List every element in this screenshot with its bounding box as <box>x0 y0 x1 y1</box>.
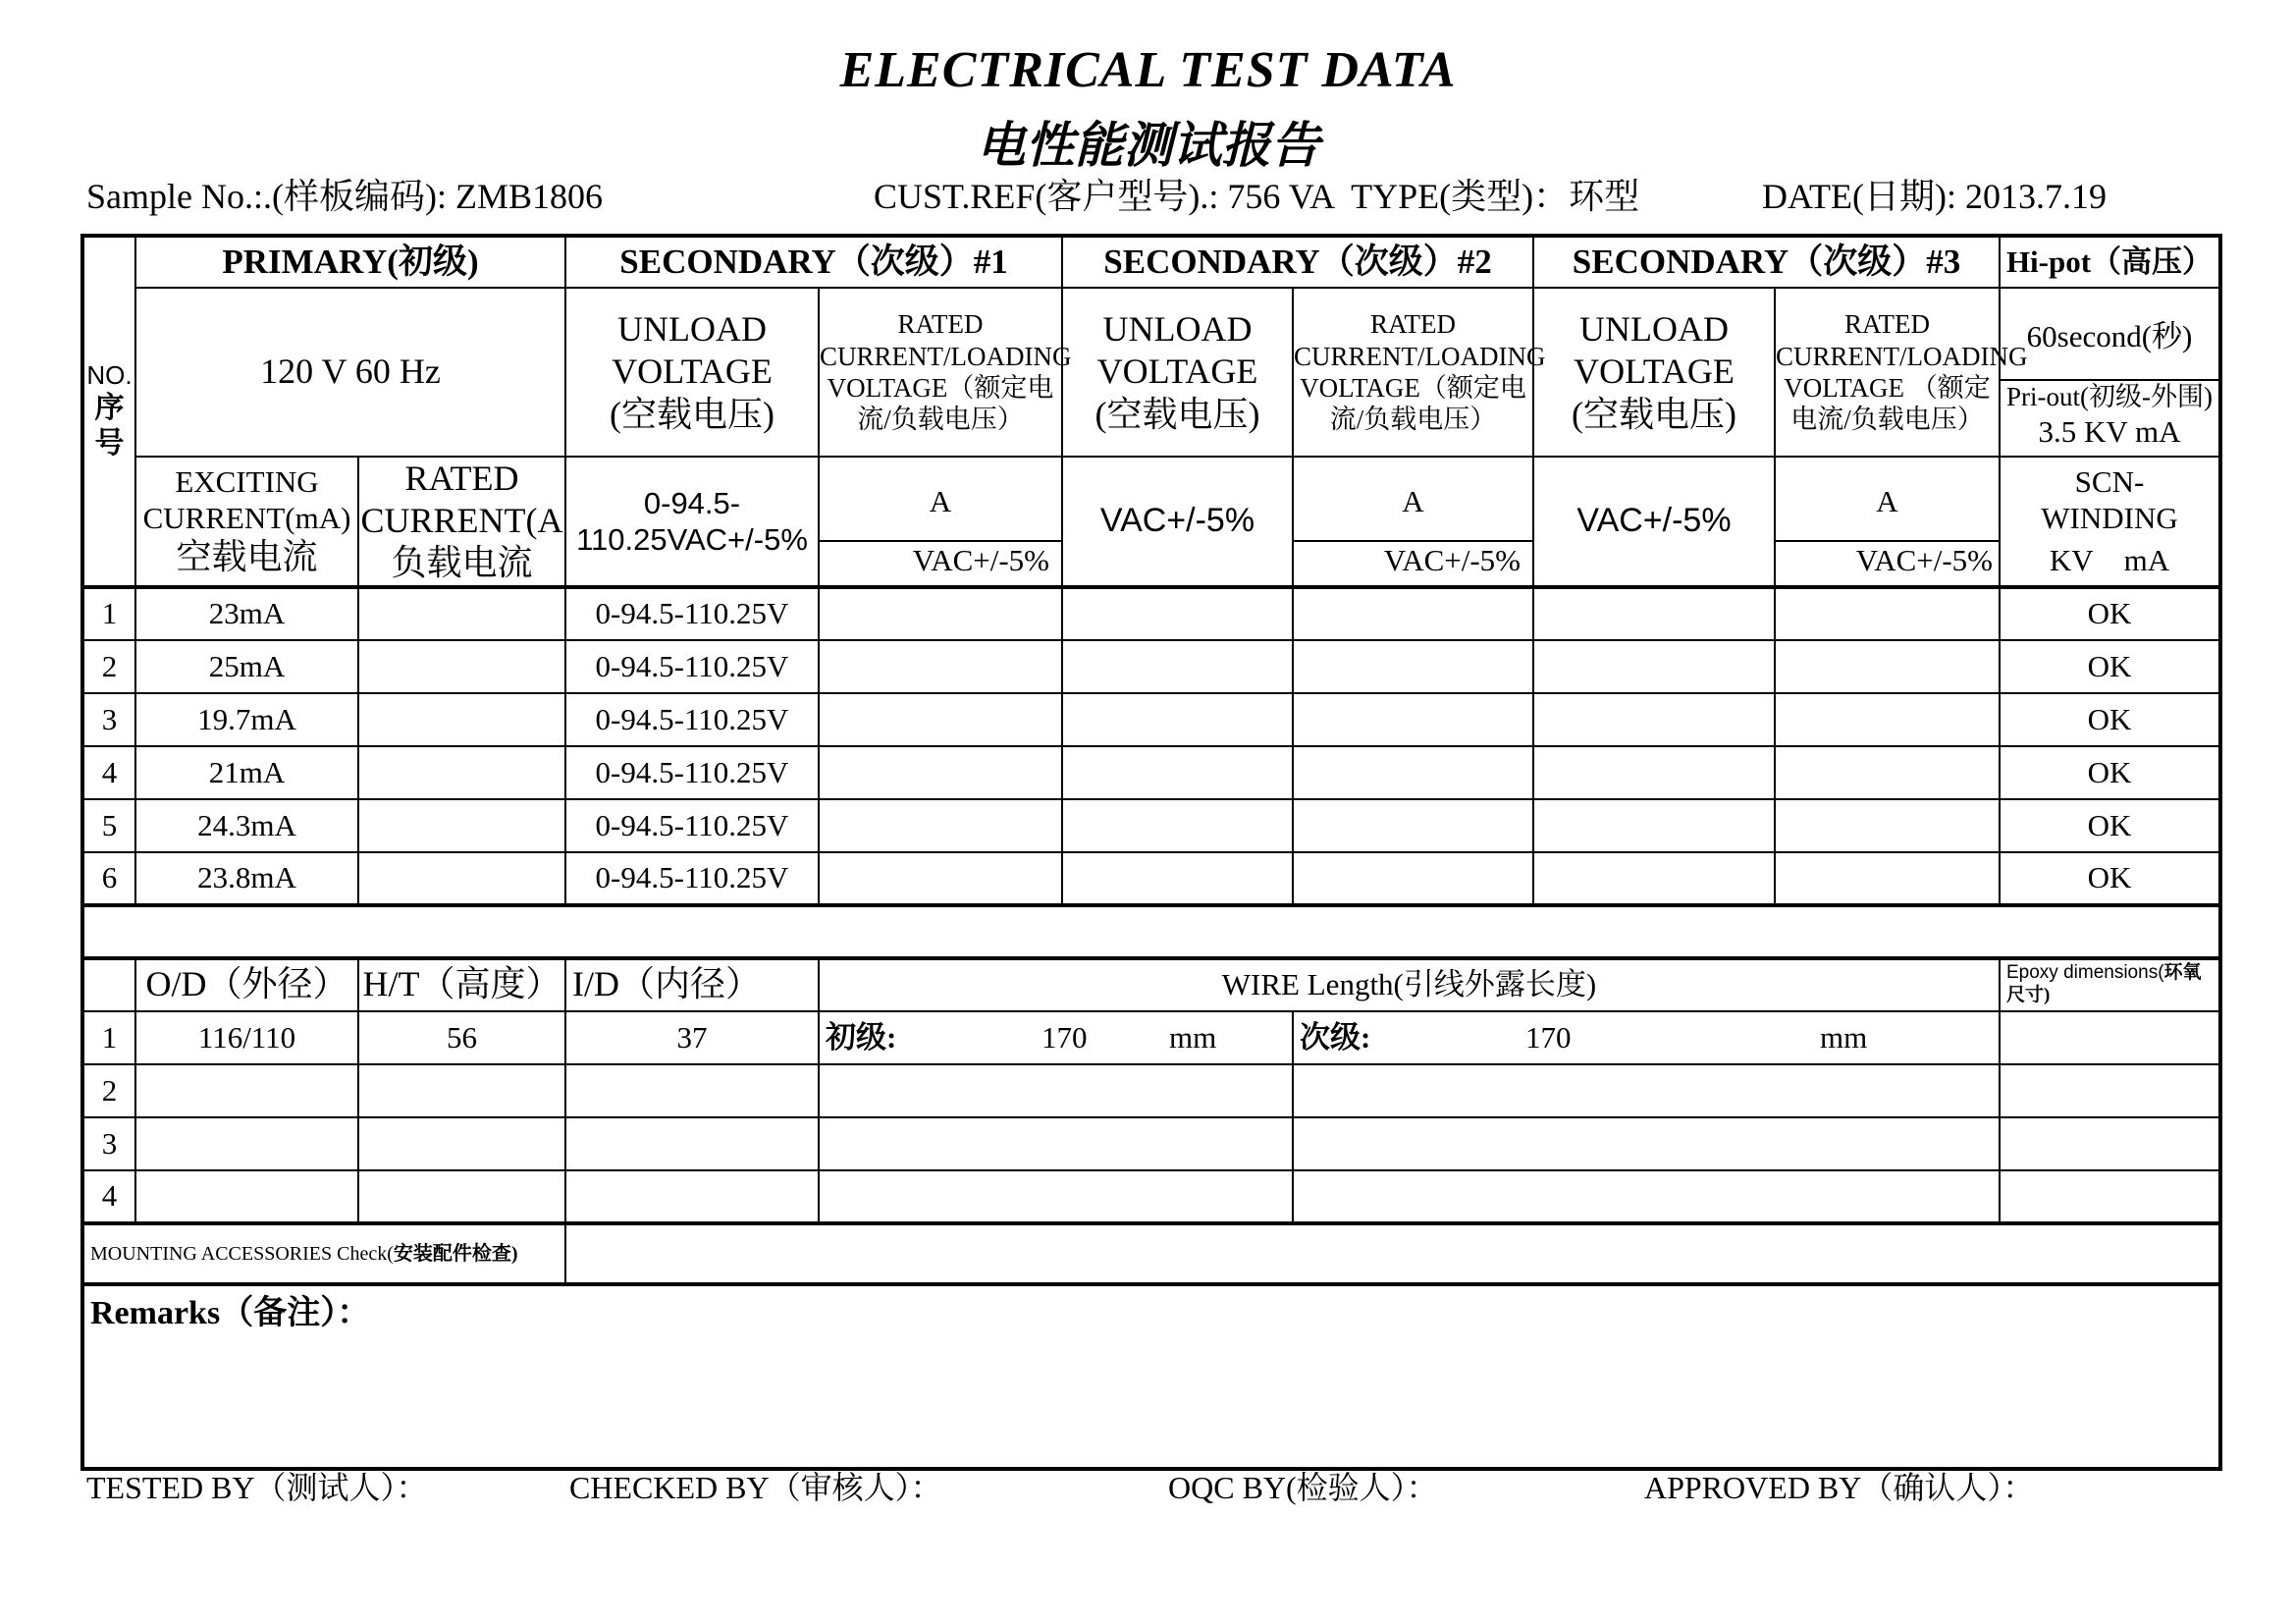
s3-unload-spec: VAC+/-5% <box>1533 457 1775 587</box>
mounting-label: MOUNTING ACCESSORIES Check( <box>90 1242 394 1265</box>
rated-current-value <box>358 587 565 640</box>
s1-unload-value: 0-94.5-110.25V <box>565 852 819 905</box>
table-row <box>82 640 2220 693</box>
rated-current-label-cn: 负载电流 <box>391 543 533 583</box>
s1-rated-value <box>819 693 1062 746</box>
primary-spec: 120 V 60 Hz <box>135 288 565 457</box>
s2-rated-value <box>1293 693 1533 746</box>
hipot-spec <box>2000 288 2220 457</box>
sample-number <box>86 169 603 219</box>
ht-value: 56 <box>358 1011 565 1064</box>
s3-unload-value <box>1533 587 1775 640</box>
hipot-pri: Pri-out(初级-外围) <box>2006 382 2213 412</box>
od-value <box>135 1064 358 1117</box>
row-no: 2 <box>82 1064 135 1117</box>
hipot-header: Hi-pot（高压） <box>2000 236 2220 288</box>
no-header <box>82 236 135 587</box>
mounting-label-cell <box>82 1223 565 1284</box>
wire-length-header: WIRE Length(引线外露长度) <box>819 958 2000 1011</box>
s3-vac: VAC+/-5% <box>1855 543 1993 578</box>
remarks-row <box>82 1284 2220 1469</box>
exciting-value: 23.8mA <box>135 852 358 905</box>
s2-amp: A <box>1294 463 1532 542</box>
hipot-result: OK <box>2000 587 2220 640</box>
s1-unload-value: 0-94.5-110.25V <box>565 587 819 640</box>
primary-wire-length <box>819 1117 1293 1170</box>
s2-unload-header <box>1062 288 1293 457</box>
hipot-result: OK <box>2000 852 2220 905</box>
row-no: 2 <box>82 640 135 693</box>
sample-label: Sample No.:.(样板编码): <box>86 177 447 216</box>
epoxy-header <box>2000 958 2220 1011</box>
secondary-wire-length <box>1293 1170 2000 1223</box>
s2-vac: VAC+/-5% <box>1383 543 1521 578</box>
rated-current-value <box>358 640 565 693</box>
type-label: TYPE(类型)： <box>1351 177 1570 216</box>
primary-wire-unit: mm <box>1169 1019 1217 1055</box>
s3-rated-value <box>1775 693 2000 746</box>
s1-unload-value: 0-94.5-110.25V <box>565 693 819 746</box>
remarks-label: Remarks（备注）： <box>82 1284 2220 1469</box>
primary-wire-label: 初级: <box>826 1019 897 1055</box>
secondary-wire-value: 170 <box>1525 1019 1572 1055</box>
oqc-by: OQC BY(检验人）： <box>1168 1470 1438 1505</box>
ht-value <box>358 1170 565 1223</box>
s2-unload-value <box>1062 693 1293 746</box>
s1-unload-value: 0-94.5-110.25V <box>565 799 819 852</box>
customer-ref <box>874 169 1639 219</box>
mounting-row <box>82 1223 2220 1284</box>
exciting-header <box>135 457 358 587</box>
scn-label: SCN-WINDING <box>2041 464 2178 536</box>
s1-rated-value <box>819 746 1062 799</box>
secondary-wire-label: 次级: <box>1300 1019 1371 1055</box>
test-date <box>1762 169 2107 219</box>
epoxy-label: Epoxy dimensions( <box>2006 962 2164 984</box>
secondary-wire-length <box>1293 1117 2000 1170</box>
s1-rated-header: RATED CURRENT/LOADING VOLTAGE（额定电流/负载电压） <box>819 288 1062 457</box>
s3-unload-header <box>1533 288 1775 457</box>
dimension-row <box>82 1170 2220 1223</box>
mounting-label-cn: 安装配件检查) <box>393 1242 518 1265</box>
row-no: 6 <box>82 852 135 905</box>
rated-current-header <box>358 457 565 587</box>
epoxy-value <box>2000 1117 2220 1170</box>
scn-winding <box>2000 457 2220 587</box>
s2-rated-header: RATED CURRENT/LOADING VOLTAGE（额定电流/负载电压） <box>1293 288 1533 457</box>
row-no: 5 <box>82 799 135 852</box>
exciting-label: EXCITING CURRENT(mA) <box>142 464 351 536</box>
s3-unload-value <box>1533 852 1775 905</box>
s1-unload-label-cn: (空载电压) <box>610 394 774 434</box>
s1-rated-value <box>819 587 1062 640</box>
s2-unload-value <box>1062 852 1293 905</box>
s2-unload-spec: VAC+/-5% <box>1062 457 1293 587</box>
sample-value: ZMB1806 <box>454 177 603 216</box>
s2-rated-value <box>1293 587 1533 640</box>
epoxy-value <box>2000 1170 2220 1223</box>
s3-rated-value <box>1775 799 2000 852</box>
rated-current-value <box>358 693 565 746</box>
checked-by: CHECKED BY（审核人）： <box>569 1470 942 1505</box>
od-value <box>135 1117 358 1170</box>
s2-rated-value <box>1293 746 1533 799</box>
s2-unload-value <box>1062 799 1293 852</box>
s1-rated-value <box>819 640 1062 693</box>
rated-current-value <box>358 799 565 852</box>
ht-value <box>358 1117 565 1170</box>
scn-units <box>2001 542 2218 578</box>
exciting-label-cn: 空载电流 <box>176 537 318 577</box>
test-data-table <box>80 234 2222 1471</box>
exciting-value: 24.3mA <box>135 799 358 852</box>
s1-rated-spec <box>819 457 1062 587</box>
s1-rated-value <box>819 852 1062 905</box>
s1-unload-header <box>565 288 819 457</box>
od-value <box>135 1170 358 1223</box>
s3-rated-value <box>1775 852 2000 905</box>
hipot-time: 60second(秒) <box>2001 295 2218 381</box>
table-row <box>82 852 2220 905</box>
epoxy-label-cn: 环氧尺寸) <box>2006 962 2202 1006</box>
od-value: 116/110 <box>135 1011 358 1064</box>
s2-rated-value <box>1293 852 1533 905</box>
table-row <box>82 587 2220 640</box>
secondary2-header: SECONDARY（次级）#2 <box>1062 236 1533 288</box>
epoxy-value <box>2000 1064 2220 1117</box>
s1-unload-value: 0-94.5-110.25V <box>565 640 819 693</box>
s3-unload-value <box>1533 746 1775 799</box>
rated-current-value <box>358 852 565 905</box>
od-header: O/D（外径） <box>135 958 358 1011</box>
dimension-row <box>82 1011 2220 1064</box>
ht-header: H/T（高度） <box>358 958 565 1011</box>
table-row <box>82 799 2220 852</box>
hipot-value: 3.5 KV mA <box>2038 413 2181 449</box>
secondary-wire-unit: mm <box>1820 1019 1868 1055</box>
s1-rated-value <box>819 799 1062 852</box>
secondary-wire-length <box>1293 1064 2000 1117</box>
s2-unload-value <box>1062 640 1293 693</box>
no-label-cn: 序号 <box>94 392 125 460</box>
dim-no-header <box>82 958 135 1011</box>
id-header: I/D（内径） <box>565 958 819 1011</box>
secondary-wire-length <box>1293 1011 2000 1064</box>
no-label: NO. <box>86 360 133 391</box>
s3-rated-value <box>1775 640 2000 693</box>
s2-rated-value <box>1293 799 1533 852</box>
primary-wire-length <box>819 1170 1293 1223</box>
rated-current-value <box>358 746 565 799</box>
s2-unload-value <box>1062 587 1293 640</box>
s3-unload-value <box>1533 799 1775 852</box>
cust-value: 756 VA <box>1227 177 1334 216</box>
tested-by: TESTED BY（测试人）： <box>86 1470 428 1505</box>
primary-wire-length <box>819 1011 1293 1064</box>
primary-wire-value: 170 <box>1041 1019 1088 1055</box>
s1-unload-value: 0-94.5-110.25V <box>565 746 819 799</box>
report-title-cn: 电性能测试报告 <box>976 118 1320 173</box>
s1-amp: A <box>820 463 1061 542</box>
date-value: 2013.7.19 <box>1964 177 2107 216</box>
epoxy-value <box>2000 1011 2220 1064</box>
ma-unit: mA <box>2123 543 2170 578</box>
mounting-check-value <box>565 1223 2220 1284</box>
rated-current-label: RATED CURRENT(A <box>360 459 563 541</box>
row-no: 3 <box>82 693 135 746</box>
kv-unit: KV <box>2049 543 2094 578</box>
s1-unload-spec: 0-94.5-110.25VAC+/-5% <box>565 457 819 587</box>
s2-unload-label-cn: (空载电压) <box>1095 394 1260 434</box>
s1-vac: VAC+/-5% <box>912 543 1049 578</box>
s2-unload-label: UNLOAD VOLTAGE <box>1096 309 1258 392</box>
exciting-value: 23mA <box>135 587 358 640</box>
report-title: ELECTRICAL TEST DATA <box>839 42 1457 98</box>
s1-unload-label: UNLOAD VOLTAGE <box>612 309 773 392</box>
table-row <box>82 746 2220 799</box>
id-value <box>565 1064 819 1117</box>
id-value <box>565 1117 819 1170</box>
row-no: 1 <box>82 1011 135 1064</box>
primary-wire-length <box>819 1064 1293 1117</box>
date-label: DATE(日期): <box>1762 177 1956 216</box>
row-no: 3 <box>82 1117 135 1170</box>
hipot-result: OK <box>2000 640 2220 693</box>
hipot-result: OK <box>2000 693 2220 746</box>
row-no: 1 <box>82 587 135 640</box>
s2-unload-value <box>1062 746 1293 799</box>
s3-unload-value <box>1533 693 1775 746</box>
separator-row <box>82 905 2220 958</box>
exciting-value: 21mA <box>135 746 358 799</box>
dimension-row <box>82 1064 2220 1117</box>
exciting-value: 19.7mA <box>135 693 358 746</box>
s2-rated-spec <box>1293 457 1533 587</box>
primary-header: PRIMARY(初级) <box>135 236 565 288</box>
s3-unload-label-cn: (空载电压) <box>1572 394 1736 434</box>
ht-value <box>358 1064 565 1117</box>
s3-unload-value <box>1533 640 1775 693</box>
s3-rated-value <box>1775 746 2000 799</box>
s3-rated-spec <box>1775 457 2000 587</box>
dimension-row <box>82 1117 2220 1170</box>
s3-amp: A <box>1776 463 1999 542</box>
hipot-result: OK <box>2000 746 2220 799</box>
s2-rated-value <box>1293 640 1533 693</box>
exciting-value: 25mA <box>135 640 358 693</box>
s3-unload-label: UNLOAD VOLTAGE <box>1574 309 1735 392</box>
cust-label: CUST.REF(客户型号).: <box>874 177 1219 216</box>
table-row <box>82 693 2220 746</box>
s3-rated-value <box>1775 587 2000 640</box>
separator-cell <box>82 905 2220 958</box>
type-value: 环型 <box>1569 177 1640 216</box>
approved-by: APPROVED BY（确认人）： <box>1644 1470 2035 1505</box>
secondary1-header: SECONDARY（次级）#1 <box>565 236 1062 288</box>
id-value <box>565 1170 819 1223</box>
id-value: 37 <box>565 1011 819 1064</box>
hipot-result: OK <box>2000 799 2220 852</box>
secondary3-header: SECONDARY（次级）#3 <box>1533 236 2000 288</box>
s3-rated-header: RATED CURRENT/LOADING VOLTAGE （额定电流/负载电压） <box>1775 288 2000 457</box>
row-no: 4 <box>82 1170 135 1223</box>
dimension-header-row <box>82 958 2220 1011</box>
row-no: 4 <box>82 746 135 799</box>
